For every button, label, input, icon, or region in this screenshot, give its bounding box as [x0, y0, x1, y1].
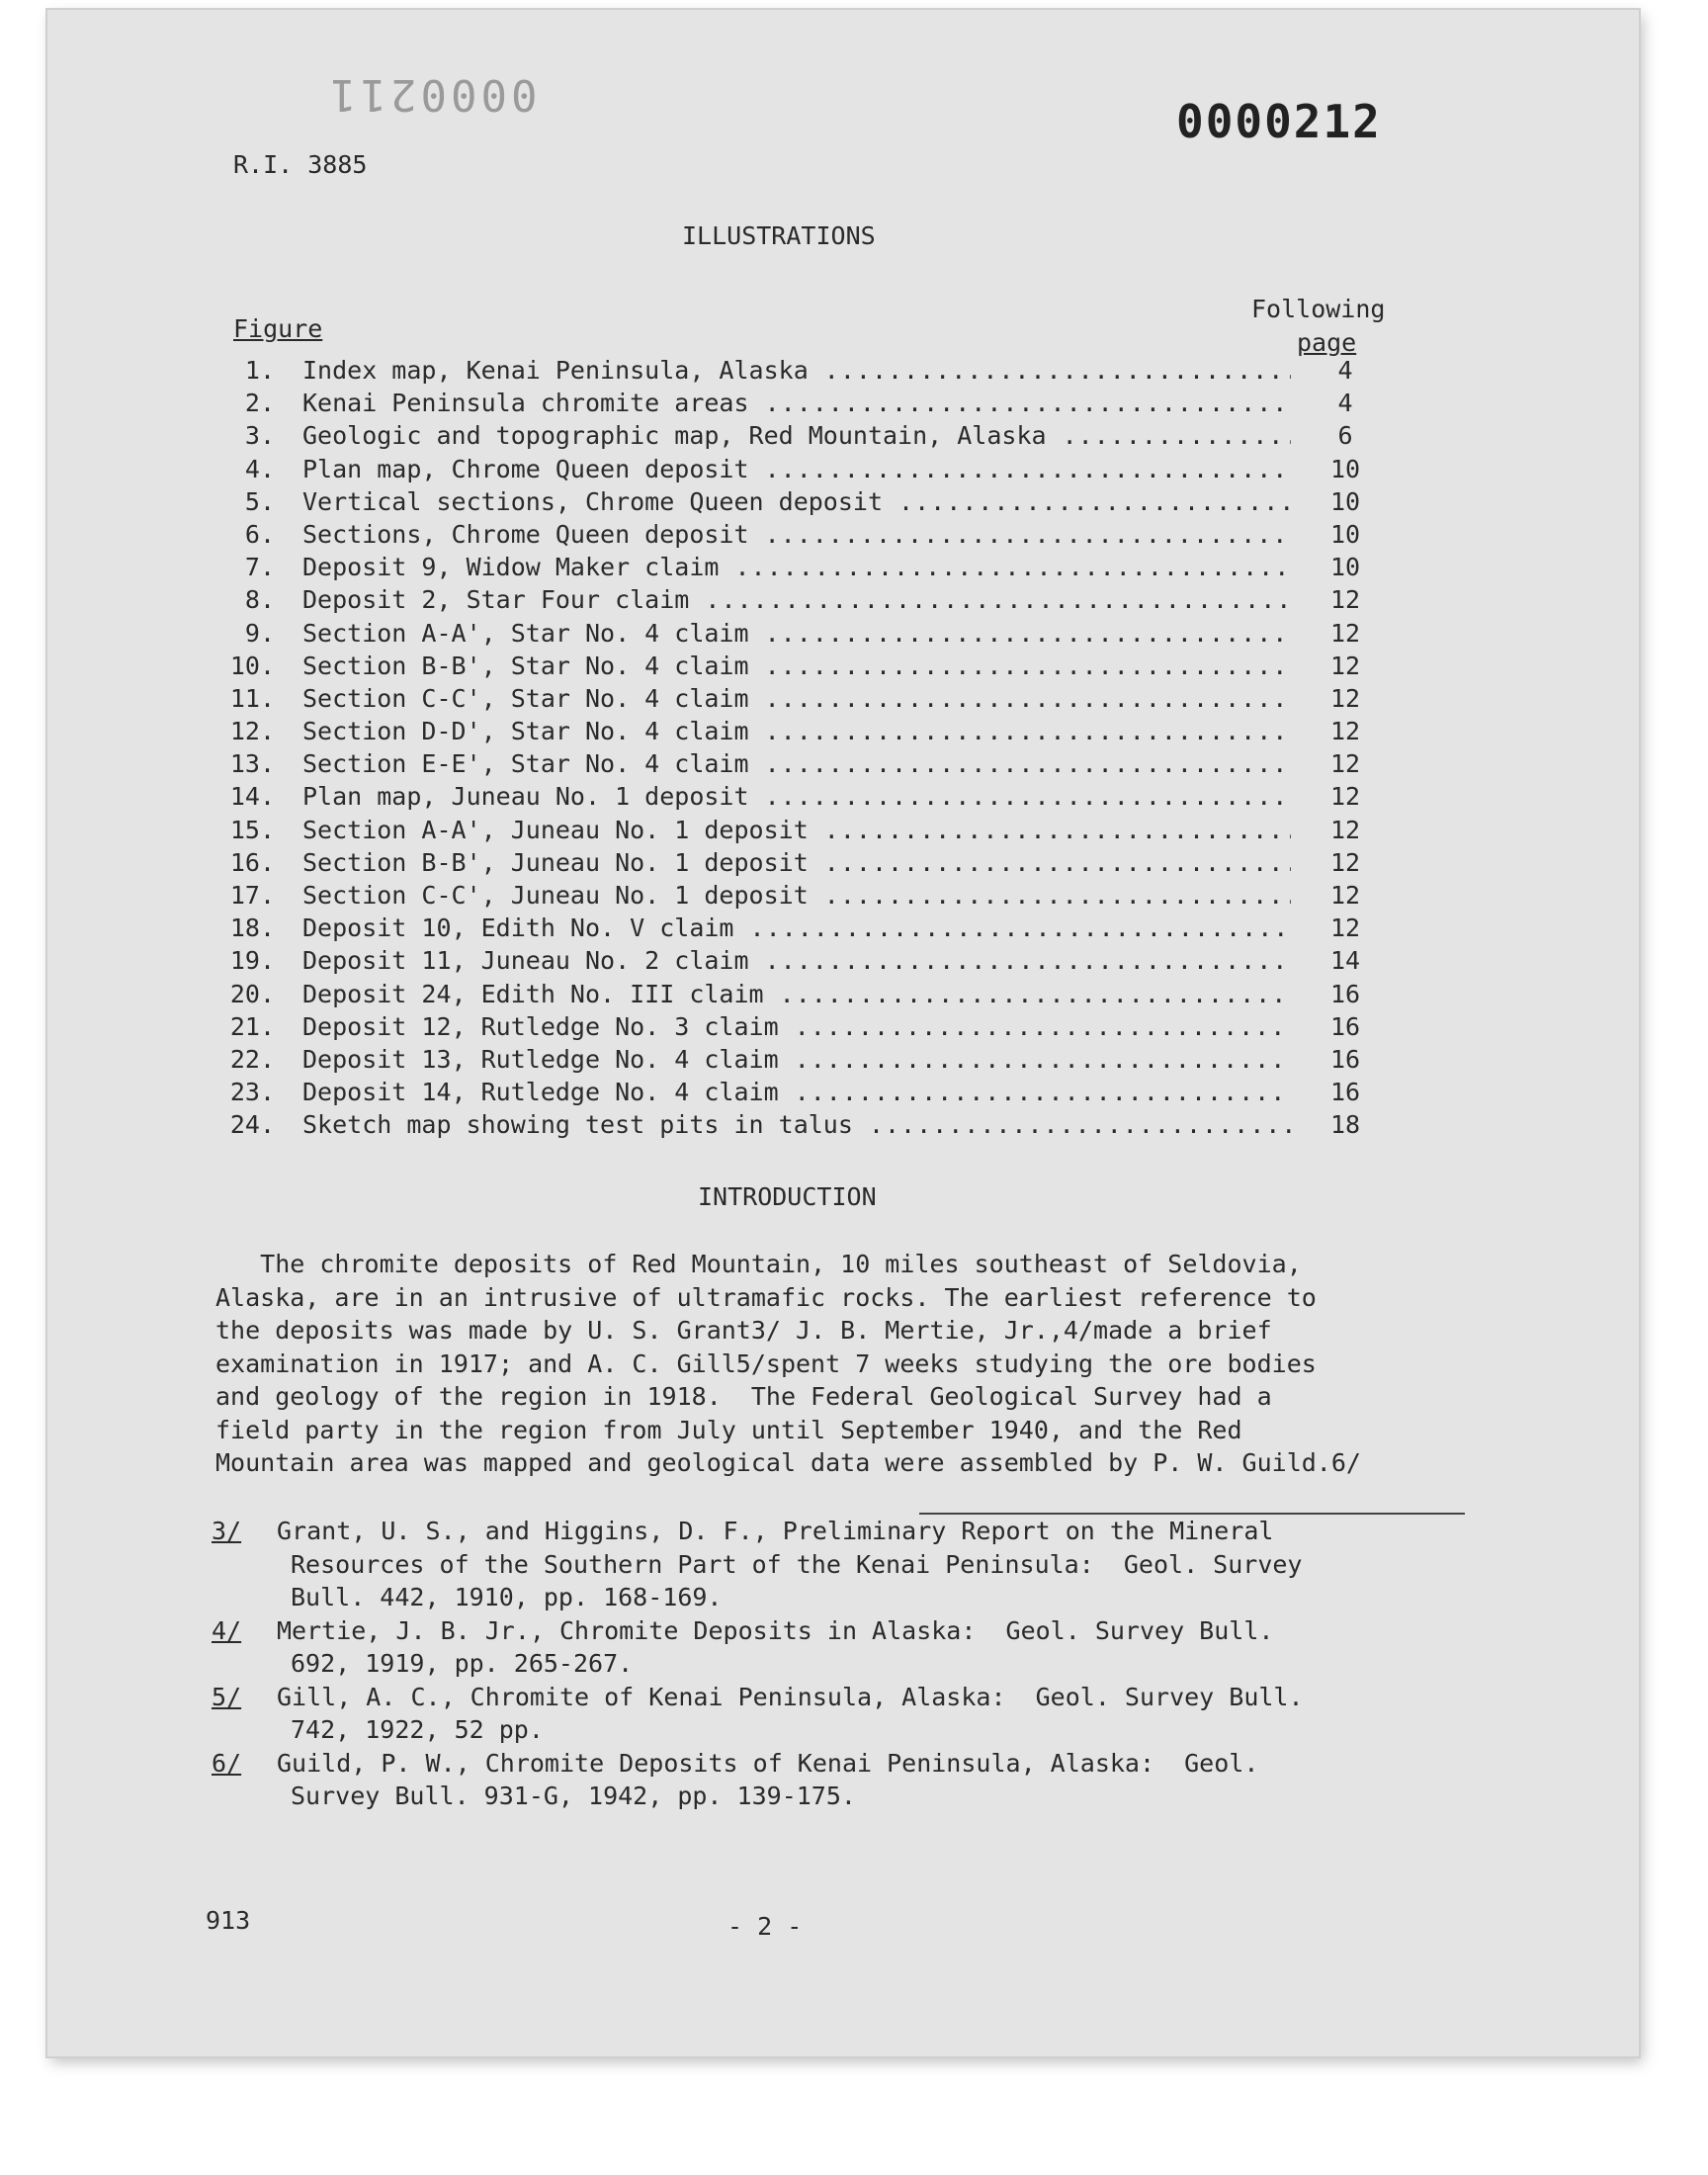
figure-page: 12	[1329, 683, 1361, 713]
figure-label: Section C-C', Star No. 4 claim .....	[302, 684, 1291, 713]
figure-label: Deposit 10, Edith No. V claim .....	[302, 914, 1291, 942]
figure-page: 18	[1329, 1110, 1361, 1140]
footnote-marker: 4/	[212, 1615, 242, 1645]
illustrations-list	[223, 356, 1429, 1144]
figure-row	[223, 553, 1429, 585]
figure-number: 8.	[244, 585, 275, 615]
figure-page: 12	[1329, 881, 1361, 910]
introduction-line: Mountain area was mapped and geological data were assembled by P. W. Guild.6/	[215, 1448, 1361, 1477]
figure-label: Deposit 24, Edith No. III claim .....	[302, 980, 1291, 1008]
figure-label: Deposit 13, Rutledge No. 4 claim .....	[302, 1045, 1291, 1074]
figure-label: Section C-C', Juneau No. 1 deposit .....	[302, 881, 1291, 910]
figure-label: Section B-B', Juneau No. 1 deposit .....	[302, 848, 1291, 877]
figure-number: 22.	[229, 1044, 275, 1074]
figure-number: 24.	[229, 1110, 275, 1140]
figure-label: Deposit 11, Juneau No. 2 claim .....	[302, 946, 1291, 975]
figure-number: 13.	[229, 749, 275, 779]
introduction-line: and geology of the region in 1918. The Federal Geological Survey had a	[215, 1382, 1272, 1411]
introduction-heading: INTRODUCTION	[698, 1182, 877, 1211]
report-id: R.I. 3885	[233, 150, 368, 179]
figure-row	[223, 585, 1429, 618]
figure-number: 17.	[229, 881, 275, 910]
figure-row	[223, 782, 1429, 815]
page-number: - 2 -	[727, 1912, 803, 1941]
footer-code: 913	[206, 1906, 251, 1935]
stamp-number: 0000212	[1176, 95, 1382, 148]
figure-page: 12	[1329, 585, 1361, 615]
figure-label: Index map, Kenai Peninsula, Alaska .....	[302, 356, 1291, 385]
figure-number: 9.	[244, 618, 275, 648]
figure-page: 10	[1329, 486, 1361, 516]
footnote-line: Survey Bull. 931-G, 1942, pp. 139-175.	[291, 1782, 856, 1810]
footnote-marker: 6/	[212, 1748, 242, 1778]
figure-label: Geologic and topographic map, Red Mountain, Alaska .....	[302, 421, 1291, 450]
footnote	[212, 1747, 1467, 1813]
figure-row	[223, 816, 1429, 848]
footnote-line: Grant, U. S., and Higgins, D. F., Preliminary Report on the Mineral	[277, 1517, 1274, 1545]
following-page-header-line1: Following	[1251, 295, 1386, 323]
introduction-line: The chromite deposits of Red Mountain, 10 miles southeast of Seldovia,	[215, 1250, 1302, 1278]
figure-page: 16	[1329, 1078, 1361, 1107]
footnotes	[212, 1515, 1467, 1813]
figure-label: Section D-D', Star No. 4 claim .....	[302, 717, 1291, 745]
figure-number: 10.	[229, 651, 275, 680]
illustrations-title: ILLUSTRATIONS	[682, 221, 876, 250]
introduction-line: examination in 1917; and A. C. Gill5/spent 7 weeks studying the ore bodies	[215, 1348, 1317, 1378]
figure-page: 16	[1329, 979, 1361, 1008]
following-page-header-line2: page	[1297, 328, 1357, 357]
figure-row	[223, 684, 1429, 717]
figure-label: Kenai Peninsula chromite areas .....	[302, 389, 1291, 417]
footnote-line: Mertie, J. B. Jr., Chromite Deposits in Alaska: Geol. Survey Bull.	[277, 1615, 1274, 1645]
footnote-line: Guild, P. W., Chromite Deposits of Kenai Peninsula, Alaska: Geol.	[277, 1748, 1259, 1778]
figure-row	[223, 881, 1429, 914]
figure-page: 6	[1337, 421, 1353, 451]
figure-number: 21.	[229, 1011, 275, 1041]
figure-page: 4	[1337, 356, 1353, 385]
figure-page: 12	[1329, 749, 1361, 779]
footnote-marker: 3/	[212, 1517, 242, 1545]
figure-number: 16.	[229, 847, 275, 877]
figure-row	[223, 520, 1429, 553]
figure-page: 10	[1329, 454, 1361, 483]
footnote	[212, 1614, 1467, 1681]
figure-label: Section A-A', Star No. 4 claim .....	[302, 619, 1291, 648]
figure-page: 4	[1337, 389, 1353, 418]
footnote-line: Gill, A. C., Chromite of Kenai Peninsula, Alaska: Geol. Survey Bull.	[277, 1682, 1304, 1711]
figure-label: Plan map, Juneau No. 1 deposit .....	[302, 782, 1291, 811]
figure-row	[223, 652, 1429, 684]
footnote	[212, 1681, 1467, 1747]
figure-row	[223, 946, 1429, 979]
figure-row	[223, 717, 1429, 749]
figure-label: Vertical sections, Chrome Queen deposit .....	[302, 487, 1291, 516]
figure-label: Section E-E', Star No. 4 claim .....	[302, 749, 1291, 778]
introduction-line: the deposits was made by U. S. Grant3/ J. B. Mertie, Jr.,4/made a brief	[215, 1316, 1272, 1345]
footnote-line: Resources of the Southern Part of the Kenai Peninsula: Geol. Survey	[291, 1549, 1303, 1579]
figure-page: 12	[1329, 782, 1361, 812]
footnote-line: 692, 1919, pp. 265-267.	[291, 1649, 634, 1678]
figure-page: 12	[1329, 618, 1361, 648]
figure-row	[223, 455, 1429, 487]
figure-number: 7.	[244, 553, 275, 582]
figure-number: 14.	[229, 782, 275, 812]
figure-label: Sketch map showing test pits in talus .....	[302, 1110, 1291, 1139]
figure-page: 10	[1329, 519, 1361, 549]
figure-number: 15.	[229, 815, 275, 844]
figure-page: 12	[1329, 651, 1361, 680]
figure-row	[223, 356, 1429, 389]
figure-row	[223, 421, 1429, 454]
footnote-line: 742, 1922, 52 pp.	[291, 1715, 544, 1744]
figure-row	[223, 1078, 1429, 1110]
introduction-line: Alaska, are in an intrusive of ultramafic rocks. The earliest reference to	[215, 1282, 1317, 1312]
figure-label: Deposit 14, Rutledge No. 4 claim .....	[302, 1078, 1291, 1106]
figure-number: 1.	[244, 356, 275, 385]
footnote-line: Bull. 442, 1910, pp. 168-169.	[291, 1583, 723, 1611]
introduction-paragraph	[215, 1248, 1461, 1480]
footnote-marker: 5/	[212, 1682, 242, 1711]
figure-number: 11.	[229, 683, 275, 713]
figure-number: 18.	[229, 914, 275, 943]
figure-number: 4.	[244, 454, 275, 483]
figure-page: 16	[1329, 1011, 1361, 1041]
figure-row	[223, 619, 1429, 652]
figure-page: 12	[1329, 717, 1361, 746]
figure-row	[223, 848, 1429, 881]
figure-page: 12	[1329, 847, 1361, 877]
introduction-line: field party in the region from July until September 1940, and the Red	[215, 1415, 1242, 1444]
figure-label: Section A-A', Juneau No. 1 deposit .....	[302, 816, 1291, 844]
reversed-stamp-number: 0000211	[326, 69, 538, 120]
footnote	[212, 1515, 1467, 1614]
figure-row	[223, 1045, 1429, 1078]
figure-number: 19.	[229, 946, 275, 976]
figure-number: 12.	[229, 717, 275, 746]
figure-row	[223, 1012, 1429, 1045]
figure-page: 12	[1329, 914, 1361, 943]
figure-number: 3.	[244, 421, 275, 451]
figure-page: 12	[1329, 815, 1361, 844]
figure-number: 5.	[244, 486, 275, 516]
figure-number: 6.	[244, 519, 275, 549]
figure-page: 14	[1329, 946, 1361, 976]
figure-row	[223, 749, 1429, 782]
figure-label: Deposit 12, Rutledge No. 3 claim .....	[302, 1012, 1291, 1041]
figure-label: Section B-B', Star No. 4 claim .....	[302, 652, 1291, 680]
figure-row	[223, 980, 1429, 1012]
figure-row	[223, 914, 1429, 946]
figure-page: 16	[1329, 1044, 1361, 1074]
figure-page: 10	[1329, 553, 1361, 582]
figure-number: 2.	[244, 389, 275, 418]
figure-label: Sections, Chrome Queen deposit .....	[302, 520, 1291, 549]
figure-column-header: Figure	[233, 314, 323, 343]
figure-number: 20.	[229, 979, 275, 1008]
figure-row	[223, 389, 1429, 421]
figure-label: Deposit 2, Star Four claim .....	[302, 585, 1291, 614]
figure-label: Deposit 9, Widow Maker claim .....	[302, 553, 1291, 581]
figure-row	[223, 1110, 1429, 1143]
figure-label: Plan map, Chrome Queen deposit .....	[302, 455, 1291, 483]
figure-number: 23.	[229, 1078, 275, 1107]
figure-row	[223, 487, 1429, 520]
